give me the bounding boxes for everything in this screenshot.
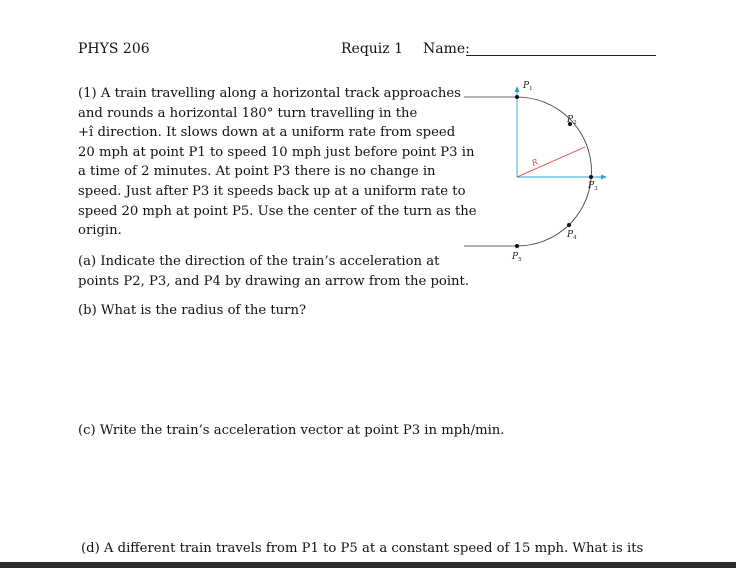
point-p4: [567, 223, 571, 227]
part-d: (d) A different train travels from P1 to P5 at a constant speed of 15 mph. What is its: [81, 541, 644, 556]
turn-arc: [517, 97, 592, 246]
point-label-p4: $P_4$: [567, 230, 577, 241]
name-blank-line[interactable]: [466, 55, 656, 56]
intro-line: +î direction. It slows down at a uniform rate from speed: [78, 125, 456, 141]
point-label-p3: $P_3$: [588, 181, 598, 192]
point-label-p2: $P_2$: [567, 115, 577, 126]
intro-line: speed 20 mph at point P5. Use the center of the turn as the: [78, 203, 477, 219]
radius-line: [517, 147, 585, 177]
point-label-p1: $P_1$: [523, 81, 533, 92]
radius-label: R: [530, 157, 540, 168]
intro-line: speed. Just after P3 it speeds back up at a uniform rate to: [78, 183, 466, 199]
course-code: PHYS 206: [78, 41, 150, 57]
problem-intro: [78, 84, 477, 241]
point-p3: [589, 175, 593, 179]
quiz-title: Requiz 1: [341, 41, 404, 57]
intro-line: 20 mph at point P1 to speed 10 mph just before point P3 in: [78, 144, 475, 160]
intro-line: origin.: [78, 223, 122, 239]
x-axis-arrowhead-icon: [601, 175, 607, 180]
page-bottom-bar: [0, 562, 736, 568]
part-b: (b) What is the radius of the turn?: [78, 303, 307, 318]
name-label: Name:: [423, 41, 470, 57]
part-a-line: (a) Indicate the direction of the train’s acceleration at: [78, 254, 440, 269]
intro-line: and rounds a horizontal 180° turn travelling in the: [78, 105, 418, 121]
point-label-p5: $P_5$: [512, 252, 522, 263]
point-p5: [515, 244, 519, 248]
part-c: (c) Write the train’s acceleration vector at point P3 in mph/min.: [78, 423, 505, 438]
intro-line: (1) A train travelling along a horizontal track approaches: [78, 86, 461, 101]
y-axis-arrowhead-icon: [515, 86, 520, 92]
part-a-line: points P2, P3, and P4 by drawing an arrow from the point.: [78, 273, 470, 289]
track-diagram: [456, 80, 641, 270]
intro-line: a time of 2 minutes. At point P3 there is no change in: [78, 164, 436, 180]
point-p1: [515, 95, 519, 99]
part-a: [78, 252, 469, 291]
